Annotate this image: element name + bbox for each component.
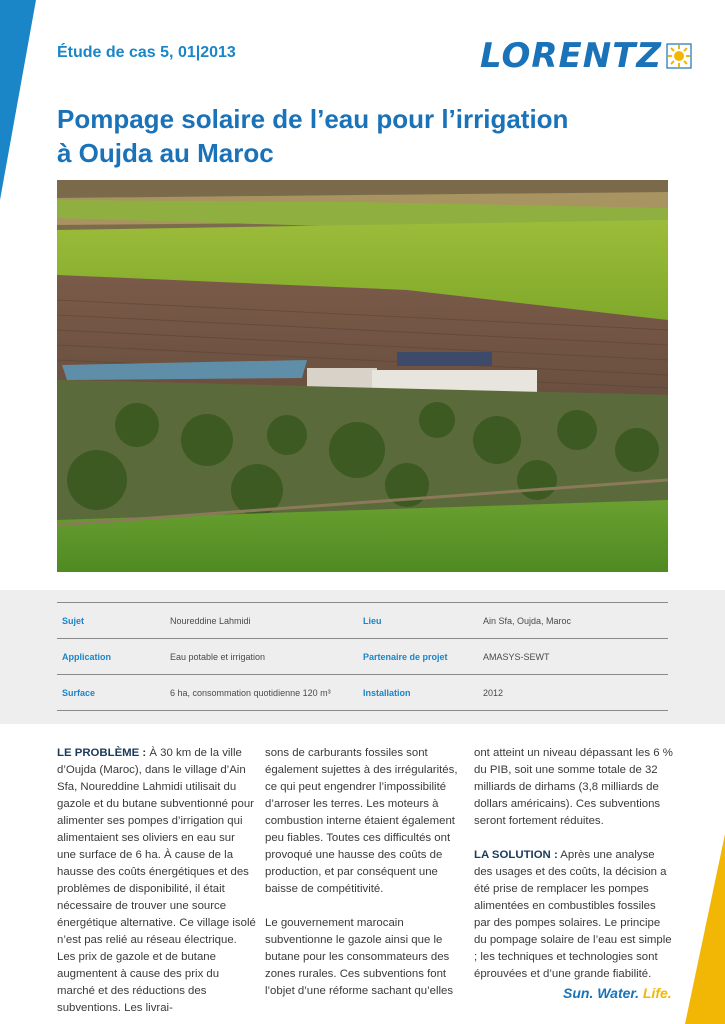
label-installation: Installation (363, 687, 411, 698)
sun-icon (666, 43, 692, 69)
info-row-subject (57, 603, 668, 639)
problem-text: À 30 km de la ville d’Oujda (Maroc), dans le village d’Ain Sfa, Noureddine Lahmidi utilisait du gazole et du butane subventionné pour alimenter ses pompes d’irrigation qui alimentaient ses oliviers en eau sur une surface de 6 ha. À cause de la hausse des coûts énergétiques et des problèmes de disponibilité, il était nécessaire de trouver une source énergétique alternative. Ce village isolé n’est pas relié au réseau électrique. Les prix de gazole et de butane augmentent à cause des prix du marché et des réductions des subventions. Les livrai- (57, 747, 256, 1014)
body-column-1 (57, 745, 257, 1017)
label-location: Lieu (363, 615, 382, 626)
label-application: Application (62, 651, 111, 662)
value-application: Eau potable et irrigation (170, 651, 266, 662)
blue-corner-accent (0, 0, 36, 200)
project-info-table (57, 602, 668, 711)
body-column-2 (265, 745, 465, 1000)
document-title (57, 102, 677, 170)
value-surface: 6 ha, consommation quotidienne 120 m³ (170, 687, 331, 698)
gdp-paragraph: ont atteint un niveau dépassant les 6 % du PIB, soit une somme totale de 32 milliards de dirhams (3,8 milliards de dollars américains). Ces subventions seront fortement réduites. (474, 747, 673, 827)
problem-heading: LE PROBLÈME : (57, 747, 147, 759)
problem-paragraph (57, 745, 257, 1017)
solution-heading: LA SOLUTION : (474, 849, 558, 861)
value-partner: AMASYS-SEWT (483, 651, 550, 662)
info-row-surface (57, 675, 668, 711)
title-line-1: Pompage solaire de l’eau pour l’irrigation (57, 104, 569, 134)
yellow-corner-accent (685, 834, 725, 1024)
tagline-main: Sun. Water. (563, 985, 643, 1001)
body-column-3 (474, 745, 674, 983)
tagline-life: Life. (642, 985, 672, 1001)
value-installation: 2012 (483, 687, 504, 698)
label-partner: Partenaire de projet (363, 651, 448, 662)
logo-wordmark: LORENTZ (480, 36, 663, 76)
hero-photo-farm (57, 180, 668, 572)
label-surface: Surface (62, 687, 96, 698)
title-line-2: à Oujda au Maroc (57, 138, 274, 168)
case-study-issue: Étude de cas 5, 01|2013 (57, 44, 236, 61)
value-subject: Noureddine Lahmidi (170, 615, 251, 626)
brand-tagline (563, 985, 672, 1001)
solution-paragraph (474, 847, 674, 983)
subsidy-paragraph: Le gouvernement marocain subventionne le gazole ainsi que le butane pour les consommateurs des zones rurales. Ces subventions font l’objet d’une réforme sachant qu’elles (265, 917, 454, 997)
fuel-supply-paragraph: sons de carburants fossiles sont également sujettes à des irrégularités, ce qui peut engendrer l’impossibilité d’arroser les terres. Les moteurs à combustion interne étaient également peu fiables. Toutes ces difficultés ont provoqué une hausse des coûts de production, et par conséquent une baisse de compétitivité. (265, 747, 458, 895)
label-subject: Sujet (62, 615, 85, 626)
info-row-application (57, 639, 668, 675)
lorentz-logo (480, 36, 705, 76)
solution-text: Après une analyse des usages et des coûts, la décision a été prise de remplacer les pompes alimentées en combustibles fossiles par des pompes solaires. Le principe du pompage solaire de l’eau est simple ; les techniques et technologies sont éprouvées et d’une grande fiabilité. (474, 849, 672, 980)
value-location: Ain Sfa, Oujda, Maroc (483, 615, 572, 626)
